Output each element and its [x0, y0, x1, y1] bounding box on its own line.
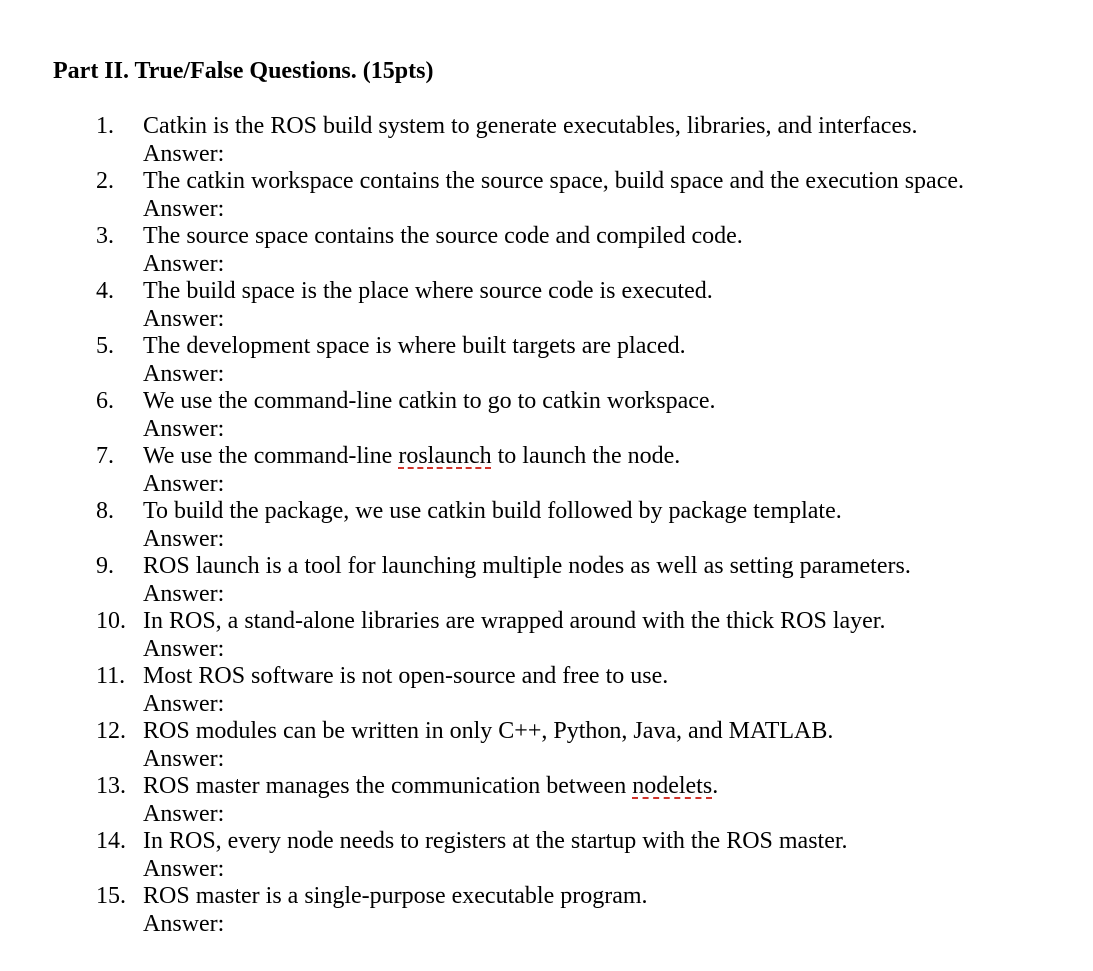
question-number: 11. [96, 663, 126, 689]
answer-label: Answer: [143, 690, 225, 717]
question-number: 13. [96, 773, 126, 799]
question-number: 1. [96, 113, 114, 139]
answer-label: Answer: [143, 250, 225, 277]
question-item [0, 718, 1093, 773]
question-text: ROS launch is a tool for launching multiple nodes as well as setting parameters. [143, 553, 911, 579]
question-item [0, 498, 1093, 553]
answer-label: Answer: [143, 745, 225, 772]
question-text: In ROS, every node needs to registers at the startup with the ROS master. [143, 828, 848, 854]
question-text [143, 773, 718, 801]
question-text: The source space contains the source code and compiled code. [143, 223, 743, 249]
question-item [0, 883, 1093, 938]
question-text: The build space is the place where source code is executed. [143, 278, 713, 304]
question-item [0, 443, 1093, 498]
spellcheck-flagged-word[interactable]: nodelets [632, 773, 713, 799]
question-list [0, 113, 1093, 938]
answer-label: Answer: [143, 800, 225, 827]
answer-label: Answer: [143, 305, 225, 332]
question-item [0, 828, 1093, 883]
question-text: To build the package, we use catkin build followed by package template. [143, 498, 842, 524]
question-text-after: . [712, 773, 719, 799]
question-number: 2. [96, 168, 114, 194]
answer-label: Answer: [143, 415, 225, 442]
question-number: 7. [96, 443, 114, 469]
question-item [0, 663, 1093, 718]
answer-label: Answer: [143, 855, 225, 882]
answer-label: Answer: [143, 635, 225, 662]
answer-label: Answer: [143, 470, 225, 497]
question-number: 8. [96, 498, 114, 524]
question-number: 12. [96, 718, 126, 744]
question-text: ROS master is a single-purpose executable program. [143, 883, 648, 909]
question-text: ROS modules can be written in only C++, Python, Java, and MATLAB. [143, 718, 834, 744]
question-number: 3. [96, 223, 114, 249]
answer-label: Answer: [143, 195, 225, 222]
question-item [0, 608, 1093, 663]
question-text: The catkin workspace contains the source space, build space and the execution space. [143, 168, 965, 194]
question-text: The development space is where built targets are placed. [143, 333, 686, 359]
question-item [0, 553, 1093, 608]
section-heading: Part II. True/False Questions. (15pts) [53, 58, 434, 84]
question-text: Catkin is the ROS build system to generate executables, libraries, and interfaces. [143, 113, 918, 139]
question-text-before: We use the command-line [143, 443, 399, 469]
question-text-before: ROS master manages the communication between [143, 773, 633, 799]
question-item [0, 388, 1093, 443]
question-number: 10. [96, 608, 126, 634]
question-item [0, 773, 1093, 828]
spellcheck-flagged-word[interactable]: roslaunch [398, 443, 492, 469]
question-number: 14. [96, 828, 126, 854]
question-text: In ROS, a stand-alone libraries are wrapped around with the thick ROS layer. [143, 608, 886, 634]
question-item [0, 113, 1093, 168]
question-item [0, 223, 1093, 278]
question-item [0, 278, 1093, 333]
question-number: 4. [96, 278, 114, 304]
question-item [0, 168, 1093, 223]
question-text: We use the command-line catkin to go to catkin workspace. [143, 388, 716, 414]
question-number: 15. [96, 883, 126, 909]
answer-label: Answer: [143, 910, 225, 937]
question-number: 5. [96, 333, 114, 359]
answer-label: Answer: [143, 140, 225, 167]
question-text [143, 443, 680, 471]
question-text-after: to launch the node. [491, 443, 681, 469]
question-number: 9. [96, 553, 114, 579]
question-item [0, 333, 1093, 388]
question-number: 6. [96, 388, 114, 414]
answer-label: Answer: [143, 580, 225, 607]
question-text: Most ROS software is not open-source and free to use. [143, 663, 669, 689]
answer-label: Answer: [143, 525, 225, 552]
answer-label: Answer: [143, 360, 225, 387]
